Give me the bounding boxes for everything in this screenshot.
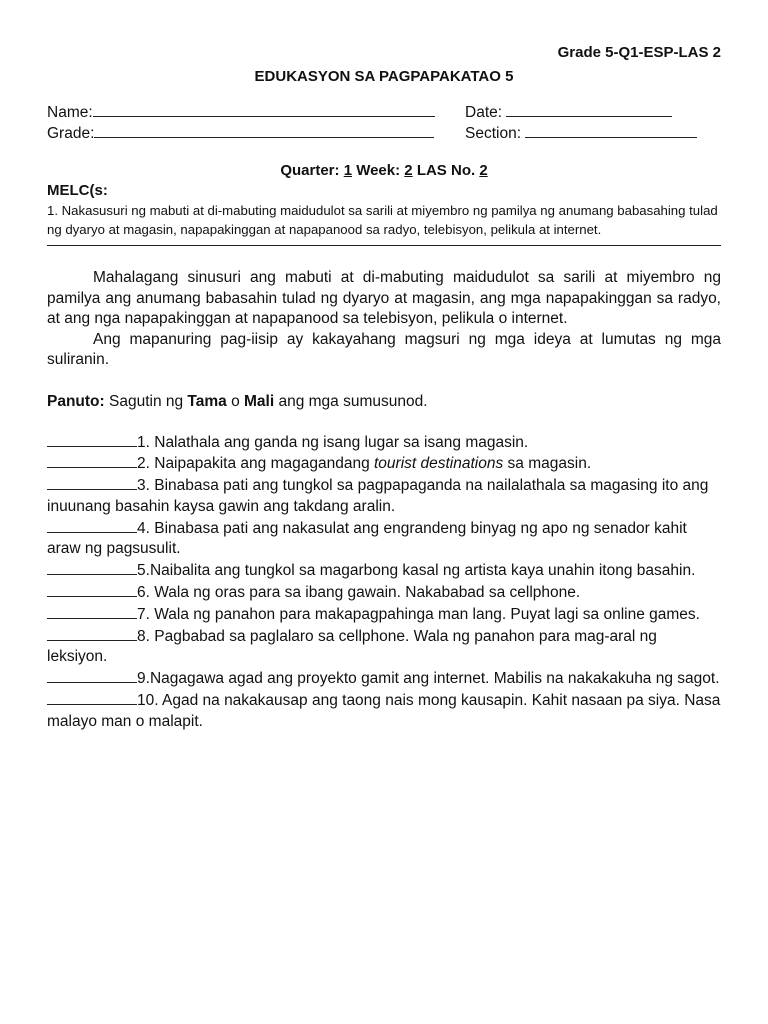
item-number: 5.	[137, 562, 150, 580]
item-number: 7.	[137, 605, 150, 623]
date-field[interactable]	[465, 102, 672, 122]
answer-blank[interactable]	[47, 604, 137, 619]
answer-blank[interactable]	[47, 453, 137, 468]
date-label: Date:	[465, 104, 503, 121]
answer-blank[interactable]	[47, 475, 137, 490]
melc-text: 1. Nakasusuri ng mabuti at di-mabuting maidudulot sa sarili at miyembro ng pamilya ng anumang babasahing tulad ng dyaryo at magasin, napapakinggan at napapanood sa radyo, telebisyon, pelikula at internet.	[47, 203, 718, 237]
question-item	[47, 626, 721, 669]
item-number: 10.	[137, 692, 159, 710]
intro-paragraph-1: Mahalagang sinusuri ang mabuti at di-mabuting maidudulot sa sarili at miyembro ng pamilya ang anumang babasahin tulad ng dyaryo at magasin, ang mga napapakinggan sa radyo, at ang nga napapakinggan at napapanood sa telebisyon, pelikula o internet.	[47, 269, 721, 327]
quarter-label: Quarter:	[280, 162, 340, 179]
grade-blank[interactable]	[94, 123, 434, 138]
item-text: Pagbabad sa paglalaro sa cellphone. Wala ng panahon para mag-aral ng leksiyon.	[47, 627, 657, 666]
item-text: Agad na nakakausap ang taong nais mong kausapin. Kahit nasaan pa siya. Nasa malayo man o malapit.	[47, 692, 721, 730]
worksheet-page	[47, 44, 721, 733]
name-blank[interactable]	[93, 102, 435, 117]
question-item	[47, 453, 721, 475]
answer-blank[interactable]	[47, 690, 137, 705]
item-number: 2.	[137, 455, 150, 473]
las-value: 2	[479, 162, 488, 179]
tama-option: Tama	[187, 392, 227, 410]
instructions-text: Sagutin ng	[104, 392, 188, 410]
answer-blank[interactable]	[47, 560, 137, 575]
item-text: Wala ng oras para sa ibang gawain. Nakababad sa cellphone.	[149, 584, 581, 602]
grade-label: Grade:	[47, 125, 95, 142]
instructions	[47, 393, 721, 411]
section-label: Section:	[465, 125, 522, 142]
document-code: Grade 5-Q1-ESP-LAS 2	[557, 44, 721, 61]
page-title: EDUKASYON SA PAGPAPAKATAO 5	[254, 68, 514, 85]
item-text: Nalathala ang ganda ng isang lugar sa isang magasin.	[149, 433, 529, 451]
answer-blank[interactable]	[47, 582, 137, 597]
question-item	[47, 668, 721, 690]
week-value: 2	[404, 162, 413, 179]
answer-blank[interactable]	[47, 668, 137, 683]
question-list	[47, 432, 721, 733]
item-number: 6.	[137, 584, 150, 602]
item-text: Wala ng panahon para makapagpahinga man lang. Puyat lagi sa online games.	[149, 605, 700, 623]
name-label: Name:	[47, 104, 93, 121]
question-item	[47, 560, 721, 582]
question-item	[47, 432, 721, 454]
mali-option: Mali	[244, 392, 275, 410]
answer-blank[interactable]	[47, 518, 137, 533]
intro-paragraph-2: Ang mapanuring pag-iisip ay kakayahang magsuri ng mga ideya at lumutas ng mga suliranin.	[47, 330, 721, 368]
item-text: Binabasa pati ang tungkol sa pagpapaganda na nailalathala sa magasing ito ang inuunang basahin kaysa gawin ang takdang aralin.	[47, 477, 709, 515]
student-info-fields	[47, 102, 721, 148]
item-italic-text: tourist destinations	[374, 455, 504, 473]
item-number: 9.	[137, 670, 150, 688]
item-text: Naipapakita ang magagandang	[149, 455, 374, 473]
melc-heading: MELC(s:	[47, 182, 108, 199]
question-item	[47, 582, 721, 604]
divider-line	[47, 245, 721, 246]
question-item	[47, 604, 721, 626]
item-text: Binabasa pati ang nakasulat ang engrandeng binyag ng apo ng senador kahit araw ng pagsusulit.	[47, 519, 687, 558]
section-field[interactable]	[465, 123, 697, 143]
quarter-value: 1	[343, 162, 353, 179]
item-number: 1.	[137, 433, 150, 451]
item-number: 4.	[137, 519, 150, 537]
item-text: sa magasin.	[503, 455, 592, 473]
question-item	[47, 475, 721, 518]
item-number: 3.	[137, 477, 150, 495]
question-item	[47, 690, 721, 733]
item-number: 8.	[137, 627, 150, 645]
question-item	[47, 518, 721, 561]
item-text: Naibalita ang tungkol sa magarbong kasal ng artista kaya unahin itong basahin.	[149, 562, 696, 580]
answer-blank[interactable]	[47, 626, 137, 641]
name-field[interactable]	[47, 102, 435, 122]
section-blank[interactable]	[525, 123, 697, 138]
quarter-week-line	[47, 162, 721, 179]
week-label: Week:	[356, 162, 401, 179]
instructions-label: Panuto:	[47, 392, 105, 410]
instructions-text: ang mga sumusunod.	[274, 392, 428, 410]
date-blank[interactable]	[506, 102, 672, 117]
las-label: LAS No.	[416, 162, 476, 179]
answer-blank[interactable]	[47, 432, 137, 447]
grade-field[interactable]	[47, 123, 434, 143]
item-text: Nagagawa agad ang proyekto gamit ang internet. Mabilis na nakakakuha ng sagot.	[149, 670, 720, 688]
instructions-text: o	[226, 392, 244, 410]
